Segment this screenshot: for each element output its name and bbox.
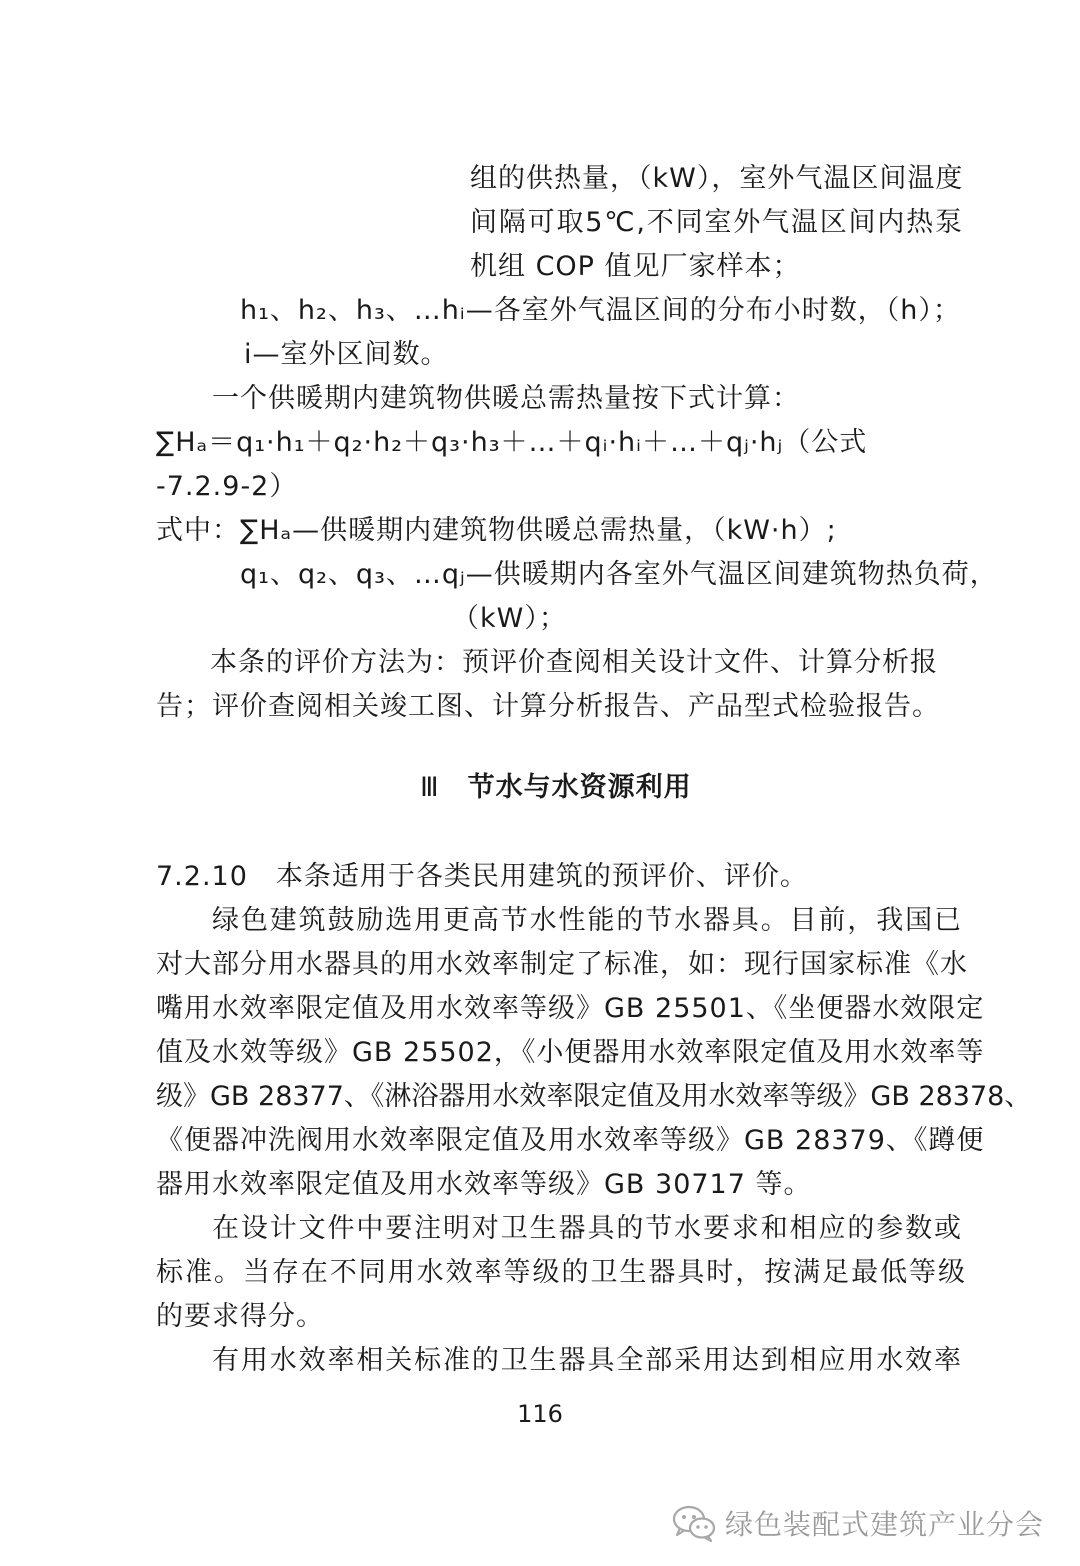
text-line: 本条的评价方法为：预评价查阅相关设计文件、计算分析报 — [210, 647, 938, 678]
clause-line: 7.2.10 本条适用于各类民用建筑的预评价、评价。 — [156, 861, 808, 892]
section-title: 节水与水资源利用 — [467, 772, 692, 803]
watermark — [671, 1498, 1044, 1548]
wechat-icon — [671, 1503, 717, 1543]
text-line: 组的供热量，（kW），室外气温区间温度 — [470, 163, 964, 194]
text-line: 在设计文件中要注明对卫生器具的节水要求和相应的参数或 — [212, 1213, 962, 1244]
text-line: 机组 COP 值见厂家样本； — [470, 251, 801, 282]
text-line: 有用水效率相关标准的卫生器具全部采用达到相应用水效率 — [212, 1345, 962, 1376]
text-line: 值及水效等级》GB 25502，《小便器用水效率限定值及用水效率等 — [156, 1037, 985, 1068]
text-line: 的要求得分。 — [156, 1301, 324, 1332]
text-line: 器用水效率限定值及用水效率等级》GB 30717 等。 — [156, 1169, 812, 1200]
text-line: 嘴用水效率限定值及用水效率等级》GB 25501、《坐便器水效限定 — [156, 993, 985, 1024]
text-line: 标准。当存在不同用水效率等级的卫生器具时，按满足最低等级 — [156, 1257, 966, 1288]
text-line: 告；评价查阅相关竣工图、计算分析报告、产品型式检验报告。 — [156, 691, 940, 722]
text-line: q₁、q₂、q₃、…qⱼ—供暖期内各室外气温区间建筑物热负荷， — [240, 559, 998, 590]
text-line: （kW）； — [452, 603, 567, 634]
text-line: i—室外区间数。 — [244, 339, 449, 370]
text-line: h₁、h₂、h₃、…hᵢ—各室外气温区间的分布小时数，（h）； — [240, 295, 961, 326]
text-line: 一个供暖期内建筑物供暖总需热量按下式计算： — [212, 383, 800, 414]
section-numeral: Ⅲ — [420, 772, 440, 803]
formula-line: ∑Hₐ＝q₁·h₁＋q₂·h₂＋q₃·h₃＋…＋qᵢ·hᵢ＋…＋qⱼ·hⱼ（公式 — [156, 427, 868, 458]
text-line: 式中：∑Hₐ—供暖期内建筑物供暖总需热量，（kW·h）; — [156, 515, 837, 546]
text-line: 《便器冲洗阀用水效率限定值及用水效率等级》GB 28379、《蹲便 — [156, 1125, 985, 1156]
section-heading — [420, 766, 692, 810]
text-line: 绿色建筑鼓励选用更高节水性能的节水器具。目前，我国已 — [212, 905, 962, 936]
formula-number: -7.2.9-2） — [156, 471, 298, 502]
page-number: 116 — [517, 1400, 563, 1428]
text-line: 间隔可取5℃,不同室外气温区间内热泵 — [470, 207, 963, 238]
text-line: 对大部分用水器具的用水效率制定了标准，如：现行国家标准《水 — [156, 949, 968, 980]
text-line: 级》GB 28377、《淋浴器用水效率限定值及用水效率等级》GB 28378、 — [156, 1081, 1032, 1112]
watermark-text: 绿色装配式建筑产业分会 — [724, 1508, 1044, 1541]
